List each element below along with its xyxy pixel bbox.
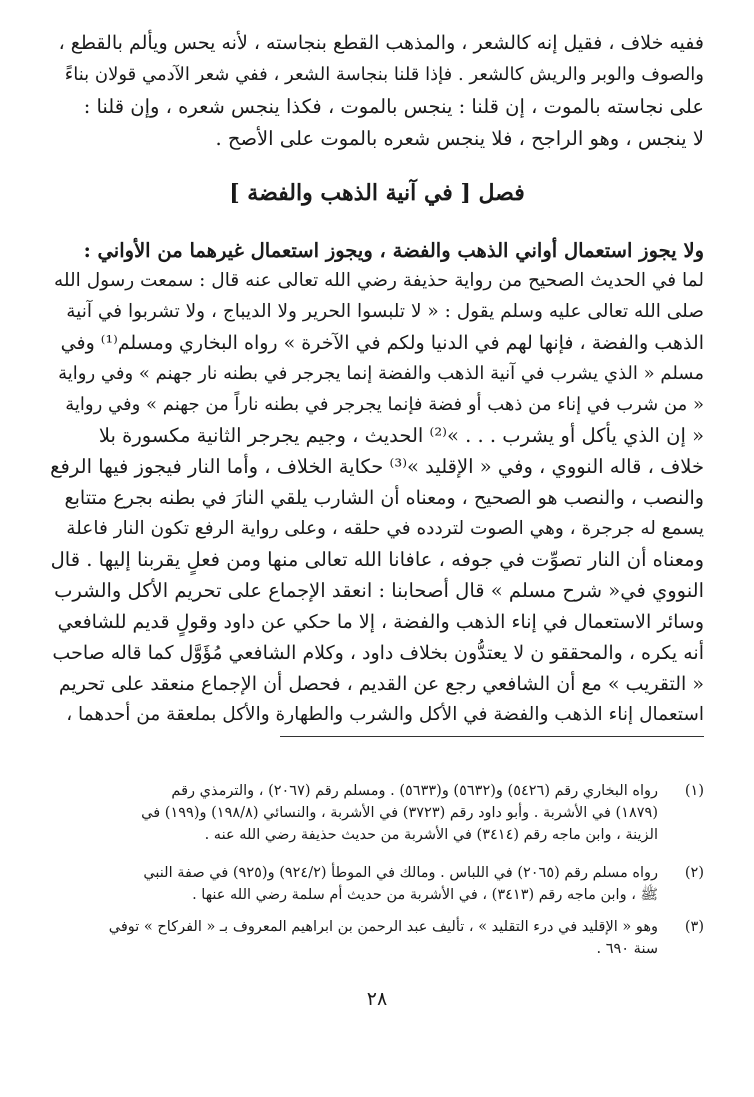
footnote-line: ﷺ ، وابن ماجه رقم (٣٤١٣) ، في الأشربة من حديث أم سلمة رضي الله عنها . bbox=[192, 887, 658, 903]
footnote-line: الزينة ، وابن ماجه رقم (٣٤١٤) في الأشربة من حديث حذيفة رضي الله عنه . bbox=[204, 827, 658, 843]
body-line: « إن الذي يأكل أو يشرب . . . »⁽²⁾ الحديث ، وجيم يجرجر الثانية مكسورة بلا bbox=[98, 424, 704, 447]
footnote-line: رواه مسلم رقم (٢٠٦٥) في اللباس . ومالك في الموطأ (٩٢٤/٢) و(٩٢٥) في صفة النبي bbox=[143, 865, 658, 881]
body-line: أنه يكره ، والمحققو ن لا يعتدُّون بخلاف داود ، وكلام الشافعي مُؤَوَّل كما قاله صاحب bbox=[52, 642, 704, 664]
page-number: ٢٨ bbox=[366, 988, 388, 1010]
matn-text: ولا يجوز استعمال أواني الذهب والفضة ، ويجوز استعمال غيرهما من الأواني : bbox=[83, 239, 704, 262]
footnote-line: رواه البخاري رقم (٥٤٢٦) و(٥٦٣٢) و(٥٦٣٣) . ومسلم رقم (٢٠٦٧) ، والترمذي رقم bbox=[171, 783, 658, 799]
footnote-line: سنة ٦٩٠ . bbox=[596, 941, 658, 957]
body-line: « التقريب » مع أن الشافعي رجع عن القديم ، فحصل أن الإجماع منعقد على تحريم bbox=[58, 673, 704, 695]
body-line: لا ينجس ، وهو الراجح ، فلا ينجس شعره بالموت على الأصح . bbox=[215, 127, 704, 150]
footnote-separator bbox=[280, 736, 704, 737]
footnote-line: (١٨٧٩) في الأشربة . وأبو داود رقم (٣٧٢٣) في الأشربة ، والنسائي (١٩٨/٨) و(١٩٩) في bbox=[141, 805, 658, 821]
body-line: استعمال إناء الذهب والفضة في الأكل والشرب والطهارة والأكل بملعقة من أحدهما ، bbox=[66, 704, 704, 725]
body-line: صلى الله تعالى عليه وسلم يقول : « لا تلبسوا الحرير ولا الديباج ، ولا تشربوا في آنية bbox=[66, 301, 704, 322]
footnote-3 bbox=[44, 916, 704, 960]
body-line: « من شرب في إناء من ذهب أو فضة فإنما يجرجر في بطنه ناراً من جهنم » وفي رواية bbox=[65, 394, 704, 415]
body-line: لما في الحديث الصحيح من رواية حذيفة رضي الله تعالى عنه قال : سمعت رسول الله bbox=[54, 270, 704, 291]
body-line: والنصب ، والنصب هو الصحيح ، ومعناه أن الشارب يلقي النارَ في بطنه بجرع متتابع bbox=[64, 487, 704, 509]
body-line: خلاف ، قاله النووي ، وفي « الإقليد »⁽³⁾ حكاية الخلاف ، وأما النار فيجوز فيها الرفع bbox=[50, 455, 704, 478]
footnote-2 bbox=[44, 862, 704, 906]
body-line: النووي في« شرح مسلم » قال أصحابنا : انعقد الإجماع على تحريم الأكل والشرب bbox=[54, 579, 704, 602]
body-line: والصوف والوبر والريش كالشعر . فإذا قلنا بنجاسة الشعر ، ففي شعر الآدمي قولان بناءً bbox=[64, 64, 704, 85]
body-line: يسمع له جرجرة ، وهي الصوت لتردده في حلقه ، وعلى رواية الرفع تكون النار فاعلة bbox=[66, 518, 704, 539]
footnote-line: وهو « الإقليد في درء التقليد » ، تأليف عبد الرحمن بن ابراهيم المعروف بـ « الفركاح » توفي bbox=[108, 919, 658, 935]
body-line: ففيه خلاف ، فقيل إنه كالشعر ، والمذهب القطع بنجاسته ، لأنه يحس ويألم بالقطع ، bbox=[58, 32, 704, 54]
body-line: الذهب والفضة ، فإنها لهم في الدنيا ولكم في الآخرة » رواه البخاري ومسلم⁽¹⁾ وفي bbox=[60, 332, 704, 354]
body-line: على نجاسته بالموت ، إن قلنا : ينجس بالموت ، فكذا ينجس شعره ، وإن قلنا : bbox=[83, 95, 704, 118]
body-line: وسائر الاستعمال في إناء الذهب والفضة ، إلا ما حكي عن داود وقولٍ قديم للشافعي bbox=[57, 611, 704, 633]
footnote-number: (٣) bbox=[684, 919, 704, 935]
section-heading: فصل [ في آنية الذهب والفضة ] bbox=[229, 180, 525, 206]
body-line: ومعناه أن النار تصوِّت في جوفه ، عافانا الله تعالى منها ومن فعلٍ يقربنا إليها . قال bbox=[50, 548, 704, 571]
footnote-number: (٢) bbox=[684, 865, 704, 881]
footnote-1 bbox=[44, 780, 704, 844]
footnote-number: (١) bbox=[684, 783, 704, 799]
body-line: مسلم « الذي يشرب في آنية الذهب والفضة إنما يجرجر في بطنه نار جهنم » وفي رواية bbox=[58, 363, 704, 384]
